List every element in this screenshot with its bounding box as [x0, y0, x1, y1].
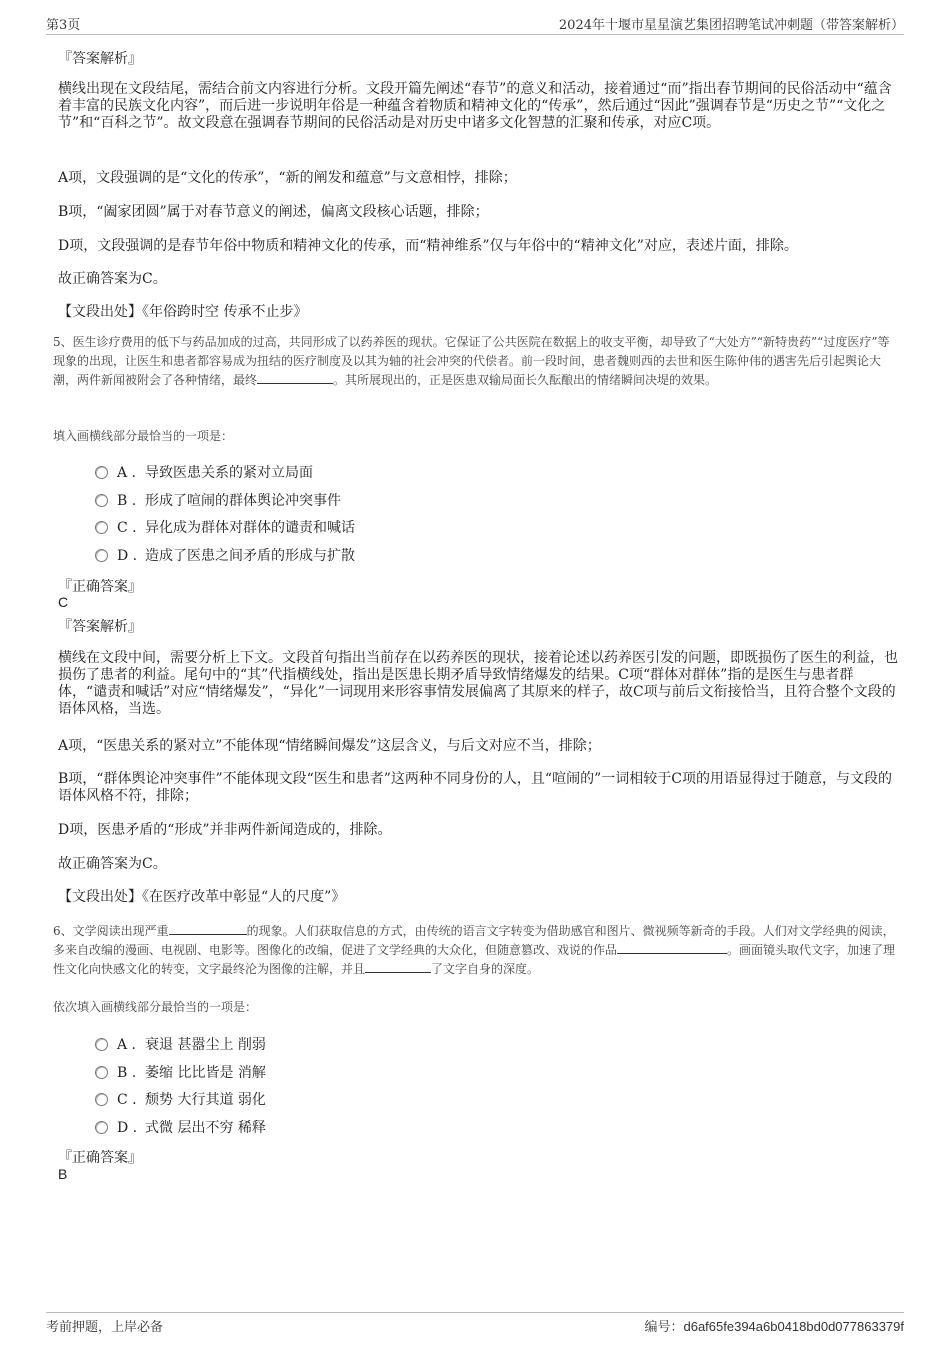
option-letter: B .: [117, 493, 137, 509]
question-6-blank-3: [365, 960, 431, 973]
option-letter: C .: [117, 520, 137, 536]
question-6-text-part2: 的现象。人们获取信息的方式，由传统的语言文字转变为借助感官和图片、微视频等新奇的手段。人们对文学经典的阅读，多来自改编的漫画、电视剧、电影等。图像化的改编，促进了文学经典的大众化，但随意篡改、戏说的作品: [53, 924, 895, 957]
radio-icon[interactable]: [95, 1093, 108, 1106]
analysis-label: 『答案解析』: [58, 51, 142, 67]
document-id-label: 编号：: [644, 1320, 684, 1335]
question-5-option-c[interactable]: [95, 517, 355, 537]
document-id: [644, 1316, 904, 1335]
radio-icon[interactable]: [95, 466, 108, 479]
option-a-explanation: A项，文段强调的是“文化的传承”，“新的阐发和蕴意”与文意相悖，排除；: [58, 170, 517, 186]
analysis-label: 『答案解析』: [58, 619, 142, 635]
question-6-text: [53, 922, 898, 979]
page-header: [46, 14, 904, 35]
conclusion: 故正确答案为C。: [58, 856, 167, 872]
question-6-blank-2: [617, 941, 727, 954]
question-6-option-a[interactable]: [95, 1034, 266, 1054]
question-6-text-part1: 6、文学阅读出现严重: [53, 924, 169, 938]
question-6-option-c[interactable]: [95, 1089, 266, 1109]
footer-slogan: 考前押题，上岸必备: [46, 1320, 164, 1335]
page-number: 第3页: [46, 18, 81, 33]
question-6-option-b[interactable]: [95, 1062, 266, 1082]
source-citation: 【文段出处】《年俗跨时空 传承不止步》: [58, 304, 308, 320]
question-6-text-part3: 。画面镜头取代文字，加速了理性文化向快感文化的转变，文字最终沦为图像的注解，并且: [53, 943, 896, 976]
option-text: 异化成为群体对群体的谴责和喊话: [145, 520, 355, 536]
question-5-text: [53, 333, 898, 390]
correct-answer: C: [58, 594, 69, 610]
option-b-explanation: B项，“阖家团圆”属于对春节意义的阐述，偏离文段核心话题，排除；: [58, 204, 489, 220]
option-text: 萎缩 比比皆是 消解: [145, 1065, 266, 1081]
radio-icon[interactable]: [95, 494, 108, 507]
option-text: 衰退 甚嚣尘上 削弱: [145, 1037, 266, 1053]
question-6-option-d[interactable]: [95, 1117, 266, 1137]
question-5-blank: [257, 371, 333, 384]
option-letter: D .: [117, 548, 138, 564]
question-6-text-part4: 了文字自身的深度。: [431, 962, 540, 976]
option-letter: D .: [117, 1120, 138, 1136]
option-d-explanation: D项，文段强调的是春节年俗中物质和精神文化的传承，而“精神维系”仅与年俗中的“精神文化”对应，表述片面，排除。: [58, 238, 798, 254]
question-6-blank-1: [169, 922, 247, 935]
option-letter: A .: [117, 1037, 137, 1053]
option-letter: A .: [117, 465, 137, 481]
question-6-instruction: 依次填入画横线部分最恰当的一项是：: [53, 1000, 258, 1014]
option-text: 造成了医患之间矛盾的形成与扩散: [145, 548, 355, 564]
question-5-option-d[interactable]: [95, 545, 355, 565]
correct-answer: B: [58, 1166, 68, 1182]
radio-icon[interactable]: [95, 1066, 108, 1079]
radio-icon[interactable]: [95, 521, 108, 534]
question-5-text-part1: 5、医生诊疗费用的低下与药品加成的过高，共同形成了以药养医的现状。它保证了公共医院在数据上的收支平衡，却导致了“大处方”“新特贵药”“过度医疗”等现象的出现，让医生和患者都容易成为扭结的医疗制度及以其为轴的社会冲突的代偿者。前一段时间，患者魏则西的去世和医生陈仲伟的遇害先后引起舆论大潮，两件新闻被附会了各种情绪，最终: [53, 335, 890, 387]
document-id-code: d6af65fe394a6b0418bd0d077863379f: [683, 1319, 904, 1334]
radio-icon[interactable]: [95, 549, 108, 562]
radio-icon[interactable]: [95, 1121, 108, 1134]
analysis-paragraph: 横线在文段中间，需要分析上下文。文段首句指出当前存在以药养医的现状，接着论述以药养医引发的问题，即既损伤了医生的利益，也损伤了患者的利益。尾句中的“其”代指横线处，指出是医患长期矛盾导致情绪爆发的结果。C项“群体对群体”指的是医生与患者群体，“谴责和喊话”对应“情绪爆发”，“异化”一词现用来形容事情发展偏离了其原来的样子，故C项与前后文衔接恰当，且符合整个文段的语体风格，当选。: [58, 650, 898, 717]
source-citation: 【文段出处】《在医疗改革中彰显“人的尺度”》: [58, 889, 346, 905]
correct-answer-label: 『正确答案』: [58, 579, 142, 595]
option-text: 导致医患关系的紧对立局面: [145, 465, 313, 481]
page-footer: [46, 1312, 904, 1335]
option-text: 式微 层出不穷 稀释: [145, 1120, 266, 1136]
option-text: 颓势 大行其道 弱化: [145, 1092, 266, 1108]
option-text: 形成了喧闹的群体舆论冲突事件: [145, 493, 341, 509]
option-letter: C .: [117, 1092, 137, 1108]
question-5-text-part2: 。其所展现出的，正是医患双输局面长久酝酿出的情绪瞬间决堤的效果。: [333, 373, 718, 387]
option-b-explanation: B项，“群体舆论冲突事件”不能体现文段“医生和患者”这两种不同身份的人，且“喧闹的”一词相较于C项的用语显得过于随意，与文段的语体风格不符，排除；: [58, 771, 892, 804]
radio-icon[interactable]: [95, 1038, 108, 1051]
option-a-explanation: A项，“医患关系的紧对立”不能体现“情绪瞬间爆发”这层含义，与后文对应不当，排除；: [58, 738, 601, 754]
question-5-option-b[interactable]: [95, 490, 341, 510]
option-letter: B .: [117, 1065, 137, 1081]
analysis-paragraph: 横线出现在文段结尾，需结合前文内容进行分析。文段开篇先阐述“春节”的意义和活动，接着通过“而”指出春节期间的民俗活动中“蕴含着丰富的民族文化内容”，而后进一步说明年俗是一种蕴含着物质和精神文化的“传承”，然后通过“因此”强调春节是“历史之节”“文化之节”和“百科之节”。故文段意在强调春节期间的民俗活动是对历史中诸多文化智慧的汇聚和传承，对应C项。: [58, 81, 892, 131]
question-5-instruction: 填入画横线部分最恰当的一项是：: [53, 429, 234, 443]
document-title: 2024年十堰市星星演艺集团招聘笔试冲刺题（带答案解析）: [558, 18, 904, 33]
correct-answer-label: 『正确答案』: [58, 1150, 142, 1166]
conclusion: 故正确答案为C。: [58, 271, 167, 287]
question-5-option-a[interactable]: [95, 462, 313, 482]
option-d-explanation: D项，医患矛盾的“形成”并非两件新闻造成的，排除。: [58, 822, 392, 838]
